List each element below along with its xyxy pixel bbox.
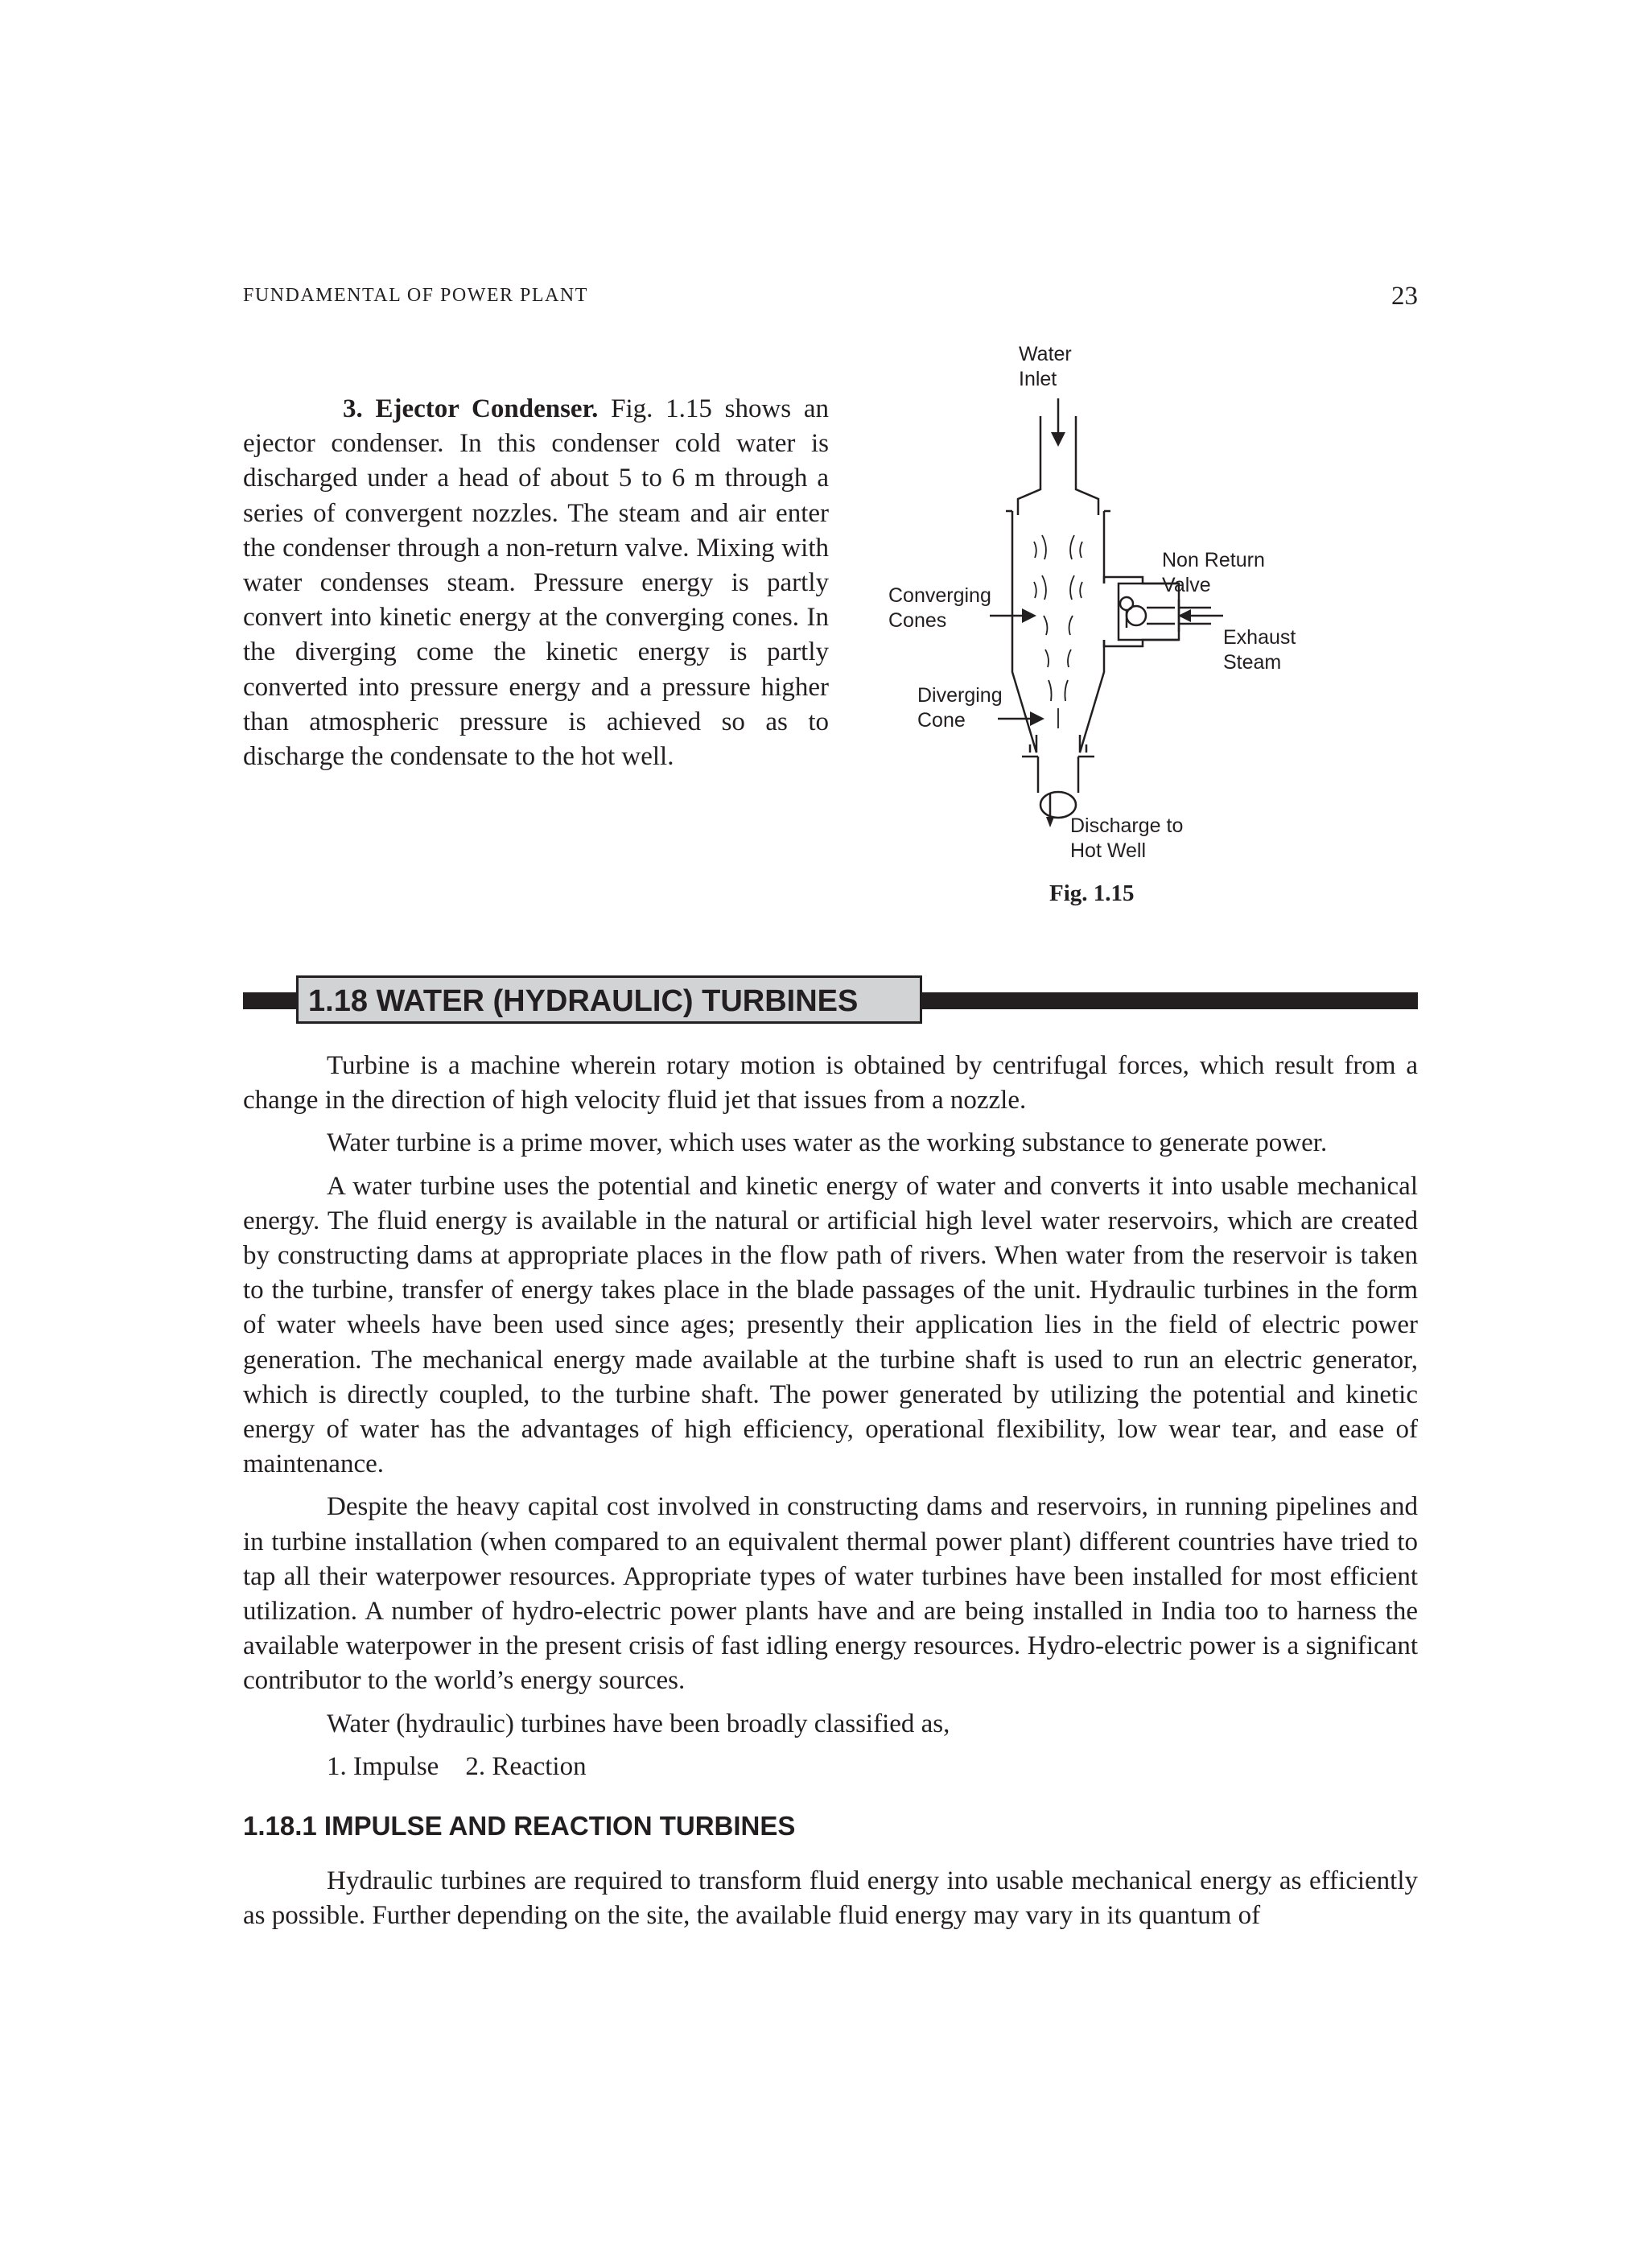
paragraph-prime-mover: Water turbine is a prime mover, which uses water as the working substance to generate power. (327, 1128, 1328, 1158)
section-banner (243, 975, 1418, 1027)
section-body (243, 1049, 1418, 1784)
page-number: 23 (1391, 282, 1418, 311)
banner-box (296, 975, 922, 1024)
paragraph-capital-cost: Despite the heavy capital cost involved in constructing dams and reservoirs, in running pipelines and in turbine installation (when compared to an equivalent thermal power plant) different countries have tried to tap all their waterpower resources. Appropriate types of water turbines have been installed for most efficient utilization. A number of hydro-electric power plants have and are being installed in India too to harness the available waterpower in the present crisis of fast idling energy resources. Hydro-electric power is a significant contributor to the world’s energy sources. (243, 1492, 1418, 1696)
figure-caption: Fig. 1.15 (1049, 880, 1135, 906)
label-non-return-valve: Non Return Valve (1162, 549, 1265, 596)
label-exhaust-steam: Exhaust Steam (1223, 626, 1296, 674)
label-water-inlet: Water Inlet (1019, 343, 1072, 390)
label-diverging-cone: Diverging Cone (917, 684, 1003, 732)
ejector-condenser-paragraph (243, 392, 829, 774)
label-discharge-hot-well: Discharge to Hot Well (1070, 814, 1184, 862)
paragraph-classification: Water (hydraulic) turbines have been broadly classified as, (327, 1709, 950, 1738)
ejector-condenser-heading: 3. Ejector Condenser. (343, 394, 599, 423)
ejector-condenser-figure (885, 342, 1368, 922)
subsection-title: 1.18.1 IMPULSE AND REACTION TURBINES (243, 1811, 796, 1841)
paragraph-impulse-reaction: Hydraulic turbines are required to transform fluid energy into usable mechanical energy as efficiently as possible. Further depending on the site, the available fluid energy may vary in its quantum of (243, 1866, 1418, 1931)
paragraph-turbine-definition: Turbine is a machine wherein rotary motion is obtained by centrifugal forces, which result from a change in the direction of high velocity fluid jet that issues from a nozzle. (243, 1051, 1418, 1115)
label-converging-cones: Converging Cones (888, 584, 991, 632)
running-title: FUNDAMENTAL OF POWER PLANT (243, 285, 588, 306)
section-title: 1.18 WATER (HYDRAULIC) TURBINES (308, 984, 859, 1018)
classification-list: 1. Impulse 2. Reaction (327, 1751, 587, 1781)
ejector-condenser-text: Fig. 1.15 shows an ejector condenser. In this condenser cold water is discharged under a head of about 5 to 6 m through a series of convergent nozzles. The steam and air enter the condenser through a non-return valve. Mixing with water condenses steam. Pressure energy is partly convert into kinetic energy at the converging cones. In the diverging come the kinetic energy is partly converted into pressure energy and a pressure higher than atmospheric pressure is achieved so as to discharge the condensate to the hot well. (243, 394, 829, 772)
paragraph-water-turbine-energy: A water turbine uses the potential and kinetic energy of water and converts it into usable mechanical energy. The fluid energy is available in the natural or artificial high level water reservoirs, which are created by constructing dams at appropriate places in the flow path of rivers. When water from the reservoir is taken to the turbine, transfer of energy takes place in the blade passages of the unit. Hydraulic turbines in the form of water wheels have been used since ages; presently their application lies in the field of electric power generation. The mechanical energy made available at the turbine shaft is used to run an electric generator, which is directly coupled, to the turbine shaft. The power generated by utilizing the potential and kinetic energy of water has the advantages of high efficiency, operational flexibility, low wear tear, and ease of maintenance. (243, 1171, 1418, 1479)
running-header (243, 282, 1418, 314)
